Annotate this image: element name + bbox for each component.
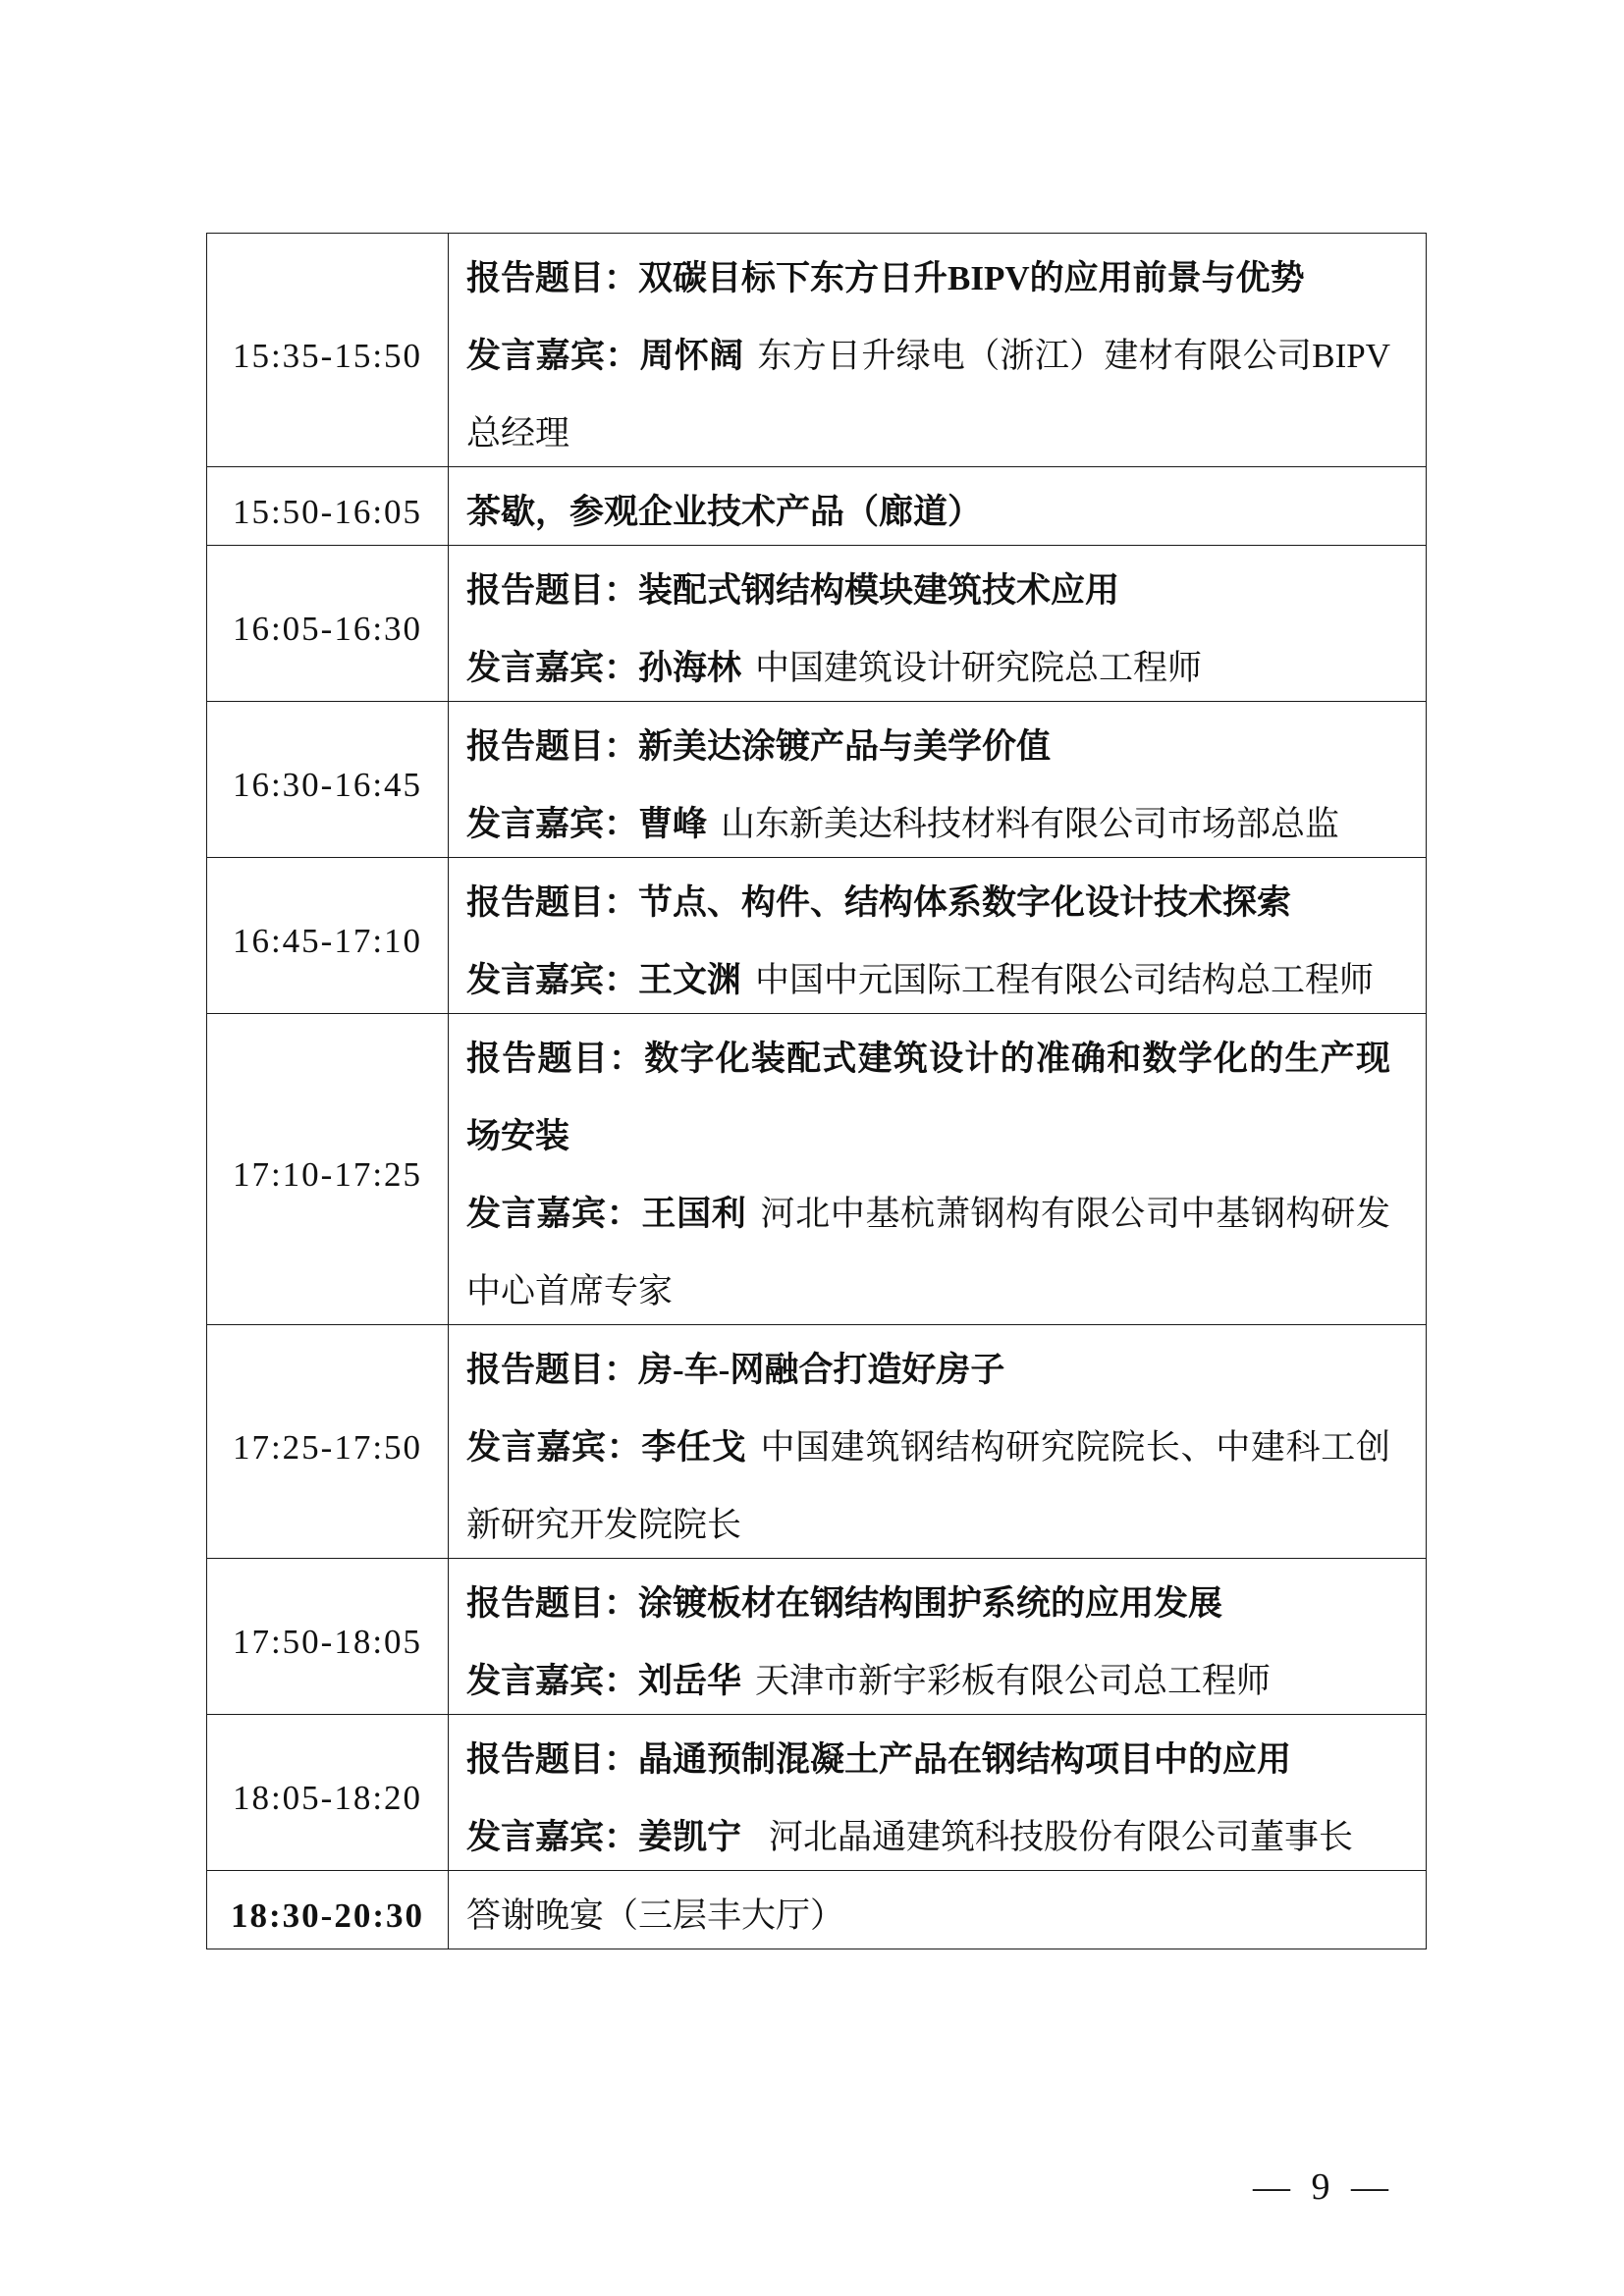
speaker-line [466, 941, 1390, 1019]
speaker-line [466, 317, 1390, 472]
schedule-row [207, 702, 1427, 858]
speaker-name: 王文渊 [638, 961, 742, 999]
speaker-affiliation: 山东新美达科技材料有限公司市场部总监 [721, 805, 1340, 843]
content-cell [449, 858, 1427, 1014]
speaker-label: 发言嘉宾： [466, 337, 640, 375]
speaker-label: 发言嘉宾： [466, 1818, 639, 1856]
time-cell: 15:35-15:50 [207, 234, 449, 467]
schedule-row [207, 546, 1427, 702]
topic-label: 报告题目： [466, 1584, 639, 1623]
schedule-table [206, 233, 1427, 1949]
topic-title: 节点、构件、结构体系数字化设计技术探索 [638, 883, 1292, 922]
topic-label: 报告题目： [466, 1351, 639, 1389]
topic-title: 晶通预制混凝土产品在钢结构项目中的应用 [638, 1740, 1292, 1779]
speaker-label: 发言嘉宾： [466, 649, 639, 687]
topic-title: 装配式钢结构模块建筑技术应用 [638, 571, 1120, 610]
topic-line [466, 240, 1390, 317]
speaker-label: 发言嘉宾： [466, 961, 639, 999]
time-cell: 15:50-16:05 [207, 467, 449, 546]
topic-label: 报告题目： [466, 1740, 639, 1779]
speaker-name: 孙海林 [638, 649, 742, 687]
speaker-name: 姜凯宁 [638, 1818, 742, 1856]
topic-label: 报告题目： [466, 571, 639, 610]
speaker-name: 曹峰 [638, 805, 708, 843]
speaker-affiliation: 河北晶通建筑科技股份有限公司董事长 [769, 1818, 1354, 1856]
content-cell [449, 1715, 1427, 1871]
schedule-row [207, 858, 1427, 1014]
time-cell: 16:45-17:10 [207, 858, 449, 1014]
speaker-name: 刘岳华 [638, 1662, 742, 1700]
content-cell [449, 1325, 1427, 1559]
topic-label: 报告题目： [466, 259, 639, 297]
topic-line [466, 1331, 1390, 1409]
speaker-label: 发言嘉宾： [466, 1662, 639, 1700]
speaker-label: 发言嘉宾： [466, 1195, 642, 1233]
content-cell [449, 234, 1427, 467]
page-number: — 9 — [1253, 2166, 1394, 2208]
time-cell: 17:50-18:05 [207, 1559, 449, 1715]
content-cell [449, 1014, 1427, 1325]
topic-line [466, 1020, 1390, 1175]
time-cell: 17:10-17:25 [207, 1014, 449, 1325]
speaker-affiliation: 中国建筑钢结构研究院院长、中建科工创新研究开发院院长 [466, 1428, 1390, 1544]
topic-line [466, 864, 1390, 941]
topic-title: 双碳目标下东方日升BIPV的应用前景与优势 [638, 259, 1305, 297]
banquet-note: 答谢晚宴（三层丰大厅） [466, 1896, 845, 1935]
schedule-row [207, 234, 1427, 467]
speaker-line [466, 1175, 1390, 1330]
speaker-affiliation: 东方日升绿电（浙江）建材有限公司BIPV总经理 [466, 337, 1390, 453]
topic-title: 涂镀板材在钢结构围护系统的应用发展 [638, 1584, 1223, 1623]
speaker-name: 李任戈 [641, 1428, 747, 1467]
schedule-row [207, 1325, 1427, 1559]
speaker-line [466, 1642, 1390, 1720]
topic-line [466, 552, 1390, 629]
topic-label: 报告题目： [466, 1040, 645, 1078]
schedule-row [207, 1715, 1427, 1871]
content-cell [449, 1871, 1427, 1949]
content-cell [449, 546, 1427, 702]
content-cell [449, 1559, 1427, 1715]
topic-title: 新美达涂镀产品与美学价值 [638, 727, 1052, 766]
speaker-name: 周怀阔 [639, 337, 744, 375]
break-note: 茶歇，参观企业技术产品（廊道） [466, 493, 983, 531]
topic-label: 报告题目： [466, 883, 639, 922]
topic-label: 报告题目： [466, 727, 639, 766]
speaker-label: 发言嘉宾： [466, 1428, 642, 1467]
topic-line [466, 1565, 1390, 1642]
content-cell [449, 467, 1427, 546]
topic-line [466, 1721, 1390, 1798]
topic-title: 房-车-网融合打造好房子 [638, 1351, 1005, 1389]
schedule-row [207, 467, 1427, 546]
schedule-row [207, 1014, 1427, 1325]
time-cell: 16:30-16:45 [207, 702, 449, 858]
speaker-affiliation: 中国中元国际工程有限公司结构总工程师 [755, 961, 1375, 999]
time-cell: 18:05-18:20 [207, 1715, 449, 1871]
speaker-label: 发言嘉宾： [466, 805, 639, 843]
time-cell: 18:30-20:30 [207, 1871, 449, 1949]
speaker-name: 王国利 [641, 1195, 747, 1233]
topic-line [466, 708, 1390, 785]
speaker-affiliation: 天津市新宇彩板有限公司总工程师 [755, 1662, 1272, 1700]
content-cell [449, 702, 1427, 858]
speaker-affiliation: 河北中基杭萧钢构有限公司中基钢构研发中心首席专家 [466, 1195, 1390, 1310]
speaker-line [466, 1798, 1390, 1876]
speaker-line [466, 1409, 1390, 1564]
topic-title: 数字化装配式建筑设计的准确和数学化的生产现场安装 [466, 1040, 1390, 1155]
time-cell: 16:05-16:30 [207, 546, 449, 702]
time-cell: 17:25-17:50 [207, 1325, 449, 1559]
schedule-row [207, 1559, 1427, 1715]
schedule-row [207, 1871, 1427, 1949]
speaker-affiliation: 中国建筑设计研究院总工程师 [755, 649, 1203, 687]
speaker-line [466, 629, 1390, 707]
speaker-line [466, 785, 1390, 863]
